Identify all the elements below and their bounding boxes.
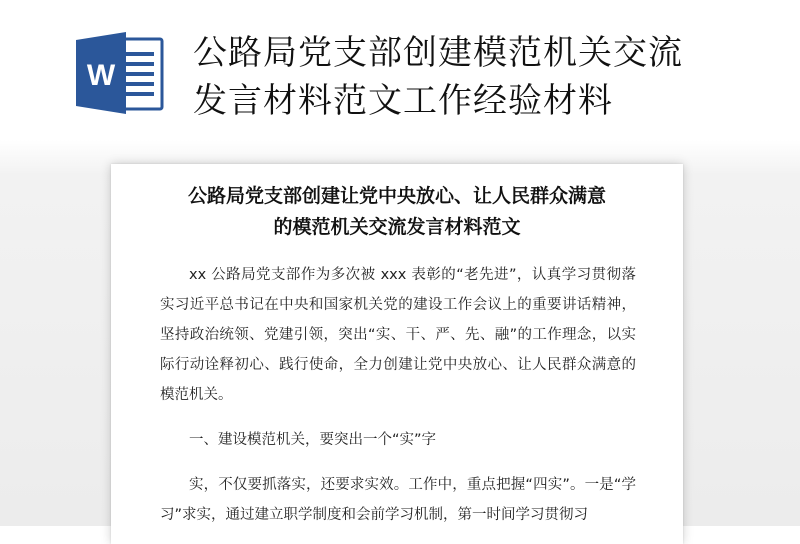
document-title-line-2: 的模范机关交流发言材料范文 [273, 216, 521, 238]
word-icon-letter: W [86, 59, 116, 92]
header-banner [0, 0, 800, 150]
page-title-line-2: 发言材料范文工作经验材料 [193, 81, 613, 121]
page-title [193, 29, 793, 125]
document-title-line-1: 公路局党支部创建让党中央放心、让人民群众满意 [187, 185, 606, 207]
word-document-icon [74, 30, 164, 116]
paragraph-intro: xx 公路局党支部作为多次被 xxx 表彰的“老先进”，认真学习贯彻落实习近平总书记在中央和国家机关党的建设工作会议上的重要讲话精神，坚持政治统领、党建引领，突出“实、干、严、先、融”的工作理念，以实际行动诠释初心、践行使命，全力创建让党中央放心、让人民群众满意的模范机关。 [160, 267, 636, 403]
document-body [160, 260, 636, 530]
section-heading: 一、建设模范机关，要突出一个“实”字 [189, 432, 437, 448]
document-page [111, 164, 683, 544]
page-title-line-1: 公路局党支部创建模范机关交流 [193, 33, 683, 73]
document-title [111, 181, 683, 243]
paragraph-section-1: 实，不仅要抓落实，还要求实效。工作中，重点把握“四实”。一是“学习”求实，通过建立职学制度和会前学习机制，第一时间学习贯彻习 [160, 477, 636, 523]
